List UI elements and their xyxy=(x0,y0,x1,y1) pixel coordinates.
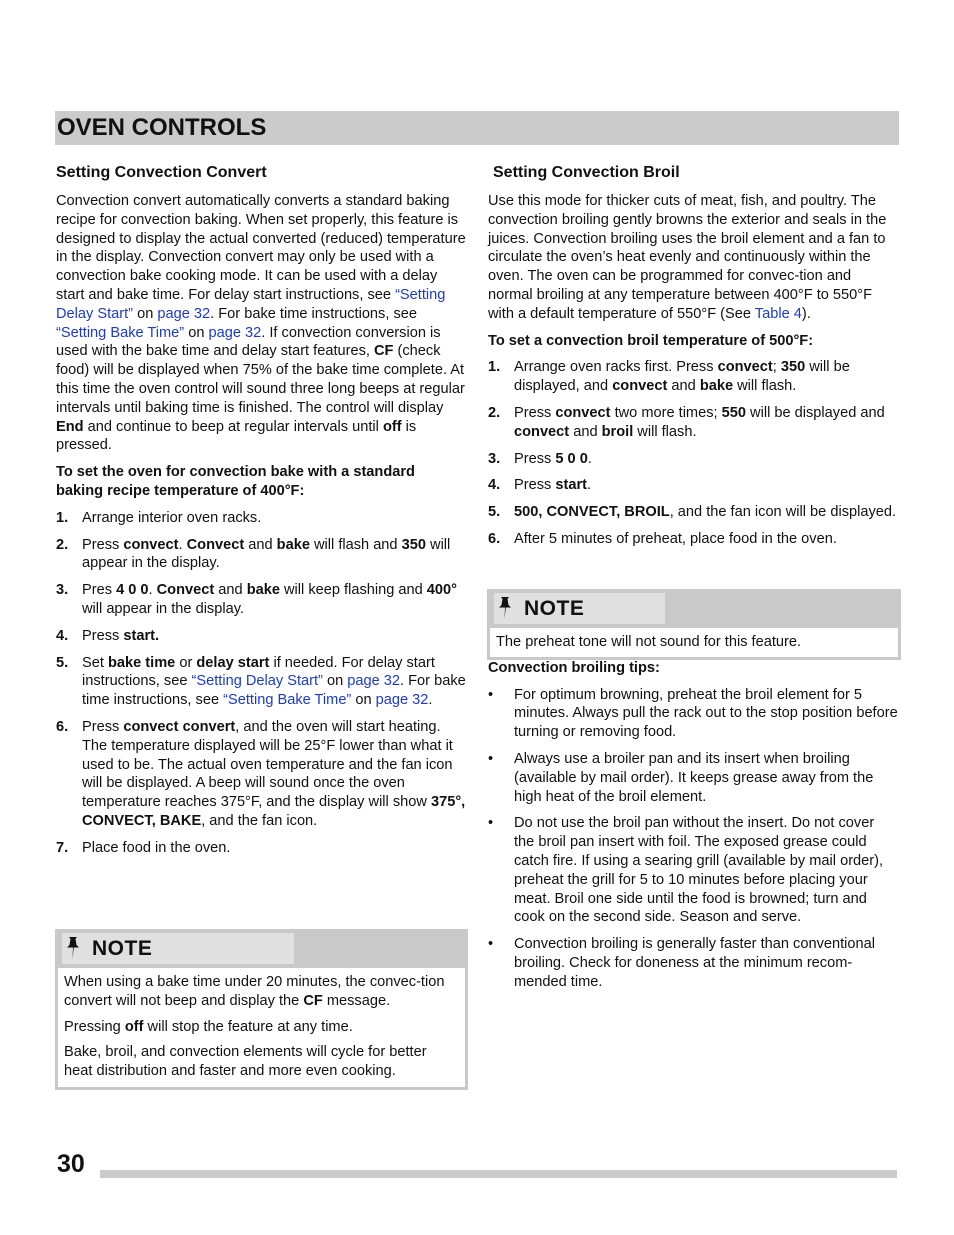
link-setting-delay-start[interactable]: “Setting Delay Start” xyxy=(191,673,323,690)
list-item xyxy=(56,536,466,574)
list-item xyxy=(56,627,466,646)
intro-bold: off xyxy=(382,418,402,435)
step-text: . xyxy=(587,450,592,467)
intro-text: (check food) will be displayed when 75% of the bake time complete. At this time the oven control will sound three long beeps at regular intervals until baking time is finished. The control will display xyxy=(56,343,465,416)
note-text: When using a bake time under 20 minutes, the convec-tion convert will not beep and display the xyxy=(64,974,445,1009)
step-text: and xyxy=(244,536,277,553)
step-number: 5. xyxy=(56,654,69,671)
step-text: . xyxy=(428,692,433,709)
convection-convert-intro xyxy=(56,192,466,455)
bullet: • xyxy=(488,686,494,703)
step-bold: bake xyxy=(699,378,734,395)
pushpin-icon xyxy=(66,936,82,960)
tips-list xyxy=(488,686,898,992)
note-paragraph xyxy=(64,1018,459,1037)
step-bold: Convect xyxy=(186,536,245,553)
step-bold: 350 xyxy=(780,359,806,376)
step-text: will flash. xyxy=(633,423,697,440)
step-text: or xyxy=(175,654,197,671)
step-text: and xyxy=(569,423,602,440)
tip-text: Convection broiling is generally faster than conventional broiling. Check for doneness at the minimum recom-mended time. xyxy=(514,936,876,990)
list-item xyxy=(488,530,898,549)
list-item xyxy=(488,503,898,522)
note-header xyxy=(62,933,294,964)
link-setting-bake-time[interactable]: “Setting Bake Time” xyxy=(223,692,352,709)
step-text: Set xyxy=(82,654,108,671)
step-bold: start. xyxy=(123,627,160,644)
intro-text: Convection convert automatically converts a standard baking recipe for convection baking. When set properly, this feature is designed to display the actual converted (reduced) temperature in the display. Convection convert may only be used with a convection bake cooking mode. It can be used with a delay start and bake time. For delay start instructions, see xyxy=(56,193,466,303)
intro-bold: End xyxy=(56,418,84,435)
step-bold: 350 xyxy=(401,536,426,553)
step-number: 1. xyxy=(56,509,69,526)
link-setting-bake-time[interactable]: “Setting Bake Time” xyxy=(56,324,185,341)
note-header xyxy=(494,593,665,624)
link-page-32[interactable]: page 32 xyxy=(157,305,211,322)
convection-broil-intro xyxy=(488,192,898,324)
step-text: ; xyxy=(772,359,781,376)
pushpin-icon xyxy=(498,596,514,620)
step-bold: 550 xyxy=(721,404,746,421)
step-text: if needed. For delay start instructions, see xyxy=(82,654,435,690)
step-bold: bake xyxy=(276,536,310,553)
step-bold: convect xyxy=(123,536,179,553)
convection-convert-steps xyxy=(56,509,466,858)
step-text: and xyxy=(214,582,247,599)
step-text: on xyxy=(322,673,348,690)
note-text: message. xyxy=(322,992,391,1009)
step-bold: 4 0 0 xyxy=(116,582,149,599)
step-number: 1. xyxy=(488,359,501,376)
intro-text: and continue to beep at regular intervals until xyxy=(83,418,383,435)
page-number: 30 xyxy=(57,1150,85,1178)
note-label: NOTE xyxy=(92,937,153,960)
right-column xyxy=(488,163,898,1000)
step-text: After 5 minutes of preheat, place food in the oven. xyxy=(514,530,837,547)
link-page-32[interactable]: page 32 xyxy=(347,673,401,690)
step-text: will flash. xyxy=(733,378,797,395)
link-table-4[interactable]: Table 4 xyxy=(754,305,802,322)
bullet: • xyxy=(488,936,494,953)
intro-bold: CF xyxy=(374,343,394,360)
step-bold: 500, CONVECT, BROIL xyxy=(514,504,670,521)
link-setting-delay-start[interactable]: “Setting Delay Start” xyxy=(56,286,446,322)
step-text: , and the fan icon will be displayed. xyxy=(669,504,897,521)
step-number: 5. xyxy=(488,504,501,521)
convection-broil-steps xyxy=(488,358,898,548)
step-bold: 375°, CONVECT, BAKE xyxy=(82,794,466,829)
list-item xyxy=(488,814,898,927)
step-bold: 400° xyxy=(426,582,457,599)
page-title: OVEN CONTROLS xyxy=(57,114,267,141)
step-bold: convect xyxy=(717,359,773,376)
step-number: 2. xyxy=(488,404,501,421)
list-item xyxy=(488,686,898,742)
intro-text: on xyxy=(133,305,158,322)
list-item xyxy=(56,839,466,858)
note-box-right xyxy=(487,589,901,660)
note-box-left xyxy=(55,929,468,1090)
list-item xyxy=(56,509,466,528)
step-text: on xyxy=(351,692,376,709)
step-bold: broil xyxy=(601,423,634,440)
step-text: and xyxy=(667,378,700,395)
step-text: Press xyxy=(82,718,124,735)
list-item xyxy=(56,654,466,710)
link-page-32[interactable]: page 32 xyxy=(375,692,429,709)
list-item xyxy=(488,404,898,442)
step-number: 3. xyxy=(56,582,69,599)
intro-text: . If convection conversion is used with the bake time and delay start features, xyxy=(56,324,441,360)
convection-bake-subheading: To set the oven for convection bake with a standard baking recipe temperature of 400°F: xyxy=(56,464,415,499)
intro-text: is pressed. xyxy=(56,418,417,454)
convection-convert-heading: Setting Convection Convert xyxy=(56,164,267,181)
list-item xyxy=(56,581,466,619)
step-bold: Convect xyxy=(156,582,215,599)
step-text: Place food in the oven. xyxy=(82,839,231,856)
tip-text: Always use a broiler pan and its insert when broiling (available by mail order). It keeps grease away from the high heat of the broil element. xyxy=(514,750,874,805)
footer-rule xyxy=(100,1170,897,1178)
step-bold: delay start xyxy=(196,654,270,671)
note-bold: off xyxy=(124,1018,144,1035)
tip-text: Do not use the broil pan without the insert. Do not cover the broil pan insert with foil. The exposed grease could catch fire. If using a searing grill (available by mail order), preheat the grill for 5 to 10 minutes before placing your meat. Broil one side until the food is browned; turn and cook on the second side. Season and serve. xyxy=(514,815,884,926)
step-text: . For bake time instructions, see xyxy=(82,673,466,709)
step-bold: convect convert xyxy=(123,718,236,735)
step-text: Press xyxy=(514,450,556,467)
bullet: • xyxy=(488,815,494,832)
step-text: , and the fan icon. xyxy=(201,812,318,829)
step-number: 3. xyxy=(488,450,501,467)
step-number: 6. xyxy=(56,718,69,735)
note-paragraph xyxy=(64,973,459,1011)
step-number: 6. xyxy=(488,530,501,547)
step-text: will appear in the display. xyxy=(82,536,451,572)
step-text: Press xyxy=(82,627,124,644)
step-text: will keep flashing and xyxy=(279,582,427,599)
bullet: • xyxy=(488,750,494,767)
list-item xyxy=(488,450,898,469)
note-label: NOTE xyxy=(524,597,585,620)
step-text: Press xyxy=(514,404,556,421)
convection-broil-subheading: To set a convection broil temperature of 500°F: xyxy=(488,332,814,349)
list-item xyxy=(488,750,898,806)
step-text: Arrange oven racks first. Press xyxy=(514,359,718,376)
step-text: Press xyxy=(82,536,124,553)
list-item xyxy=(488,935,898,991)
intro-text: on xyxy=(184,324,209,341)
step-text: two more times; xyxy=(610,404,722,421)
step-text: , and the oven will start heating. The temperature displayed will be 25°F lower than what it used to be. The actual oven temperature and the fan icon will be displayed. A beep will sound once the oven temperature reaches 375°F, and the display will show xyxy=(82,718,453,811)
left-column xyxy=(56,163,466,866)
convection-broil-heading: Setting Convection Broil xyxy=(493,164,680,181)
step-text: will appear in the display. xyxy=(82,600,244,617)
link-page-32[interactable]: page 32 xyxy=(208,324,262,341)
step-text: . xyxy=(148,582,157,599)
note-text: will stop the feature at any time. xyxy=(143,1018,353,1035)
list-item xyxy=(488,476,898,495)
step-number: 7. xyxy=(56,839,69,856)
tips-heading: Convection broiling tips: xyxy=(488,659,660,676)
note-text: Pressing xyxy=(64,1018,125,1035)
step-bold: start xyxy=(555,477,587,494)
note-body xyxy=(490,628,898,657)
step-text: will flash and xyxy=(309,536,402,553)
step-bold: convect xyxy=(514,423,570,440)
intro-text: Use this mode for thicker cuts of meat, fish, and poultry. The convection broiling gently browns the exterior and seals in the juices. Convection broiling uses the broil element and a fan to circulate the oven’s heat evenly and continuously within the oven. The oven can be programmed for convec-tion and normal broiling at any temperature between 400°F to 550°F with a default temperature of 550°F (See xyxy=(488,193,887,322)
step-number: 4. xyxy=(488,477,501,494)
note-body xyxy=(58,968,465,1087)
intro-text: . For bake time instructions, see xyxy=(210,305,417,322)
step-bold: convect xyxy=(612,378,668,395)
step-bold: 5 0 0 xyxy=(555,450,588,467)
step-text: Press xyxy=(514,477,556,494)
step-bold: convect xyxy=(555,404,611,421)
step-bold: bake xyxy=(246,582,280,599)
list-item xyxy=(488,358,898,396)
note-paragraph: The preheat tone will not sound for this feature. xyxy=(496,634,802,650)
intro-text: ). xyxy=(801,305,811,322)
step-number: 4. xyxy=(56,627,69,644)
tip-text: For optimum browning, preheat the broil element for 5 minutes. Always pull the rack out to the stop position before turning or removing food. xyxy=(514,686,898,741)
section-banner xyxy=(55,111,899,145)
step-text: . xyxy=(178,536,187,553)
step-number: 2. xyxy=(56,536,69,553)
step-text: . xyxy=(587,477,592,494)
step-text: Pres xyxy=(82,582,117,599)
note-paragraph: Bake, broil, and convection elements will cycle for better heat distribution and faster and more even cooking. xyxy=(64,1044,427,1080)
step-bold: bake time xyxy=(107,654,176,671)
step-text: will be displayed and xyxy=(745,404,885,421)
step-text: Arrange interior oven racks. xyxy=(82,509,262,526)
step-text: will be displayed, and xyxy=(514,359,850,395)
list-item xyxy=(56,718,466,831)
note-bold: CF xyxy=(303,992,323,1009)
